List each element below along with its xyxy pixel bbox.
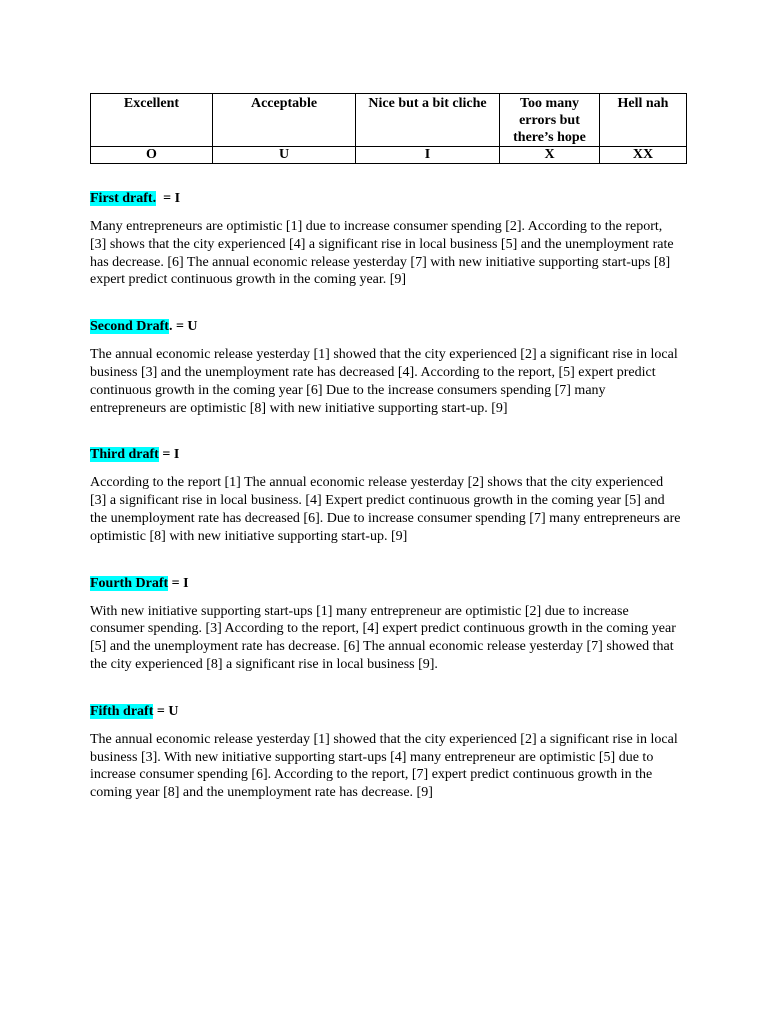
draft-grade: = I xyxy=(163,191,181,206)
draft-paragraph: With new initiative supporting start-ups [1] many entrepreneur are optimistic [2] due to increase consumer spending. [3] According to the report, [4] expert predict continuous growth in the coming year [5] and the unemployment rate has decrease. [6] The annual economic release yesterday [7] showed that the city experienced [8] a significant rise in local business [9]. xyxy=(90,603,676,672)
grading-rubric-table xyxy=(90,93,687,164)
rubric-header-cell: Nice but a bit cliche xyxy=(356,94,500,147)
rubric-code-cell: I xyxy=(356,147,500,164)
draft-heading xyxy=(90,575,687,593)
draft-grade: = I xyxy=(162,447,180,463)
draft-heading xyxy=(90,190,687,208)
draft-section-first xyxy=(90,190,687,289)
draft-title: Second Draft xyxy=(90,319,169,335)
draft-heading xyxy=(90,318,687,336)
draft-paragraph: The annual economic release yesterday [1] showed that the city experienced [2] a significant rise in local business [3] and the unemployment rate has decreased [4]. According to the report, [5] expert predict continuous growth in the coming year [6] Due to the increase consumers spending [7] many entrepreneurs are optimistic [8] with new initiative supporting start-up. [9] xyxy=(90,347,678,416)
draft-paragraph: According to the report [1] The annual economic release yesterday [2] shows that the city experienced [3] a significant rise in local business. [4] Expert predict continuous growth in the coming year [5] and the unemployment rate has decreased [6]. Due to increase consumer spending [7] many entrepreneurs are optimistic [8] with new initiative supporting start-up. [9] xyxy=(90,475,681,544)
draft-section-second xyxy=(90,318,687,417)
rubric-code-cell: O xyxy=(91,147,213,164)
rubric-header-cell: Excellent xyxy=(91,94,213,147)
rubric-header-cell: Hell nah xyxy=(600,94,687,147)
draft-grade: . = U xyxy=(168,319,198,335)
draft-title: First draft. xyxy=(90,191,157,206)
rubric-header-cell: Too many errors but there’s hope xyxy=(500,94,600,147)
draft-section-third xyxy=(90,446,687,545)
draft-section-fourth xyxy=(90,575,687,674)
draft-heading xyxy=(90,703,687,721)
draft-section-fifth xyxy=(90,703,687,802)
draft-paragraph: The annual economic release yesterday [1] showed that the city experienced [2] a significant rise in local business [3]. With new initiative supporting start-ups [4] many entrepreneur are optimistic [5] due to increase consumer spending [6]. According to the report, [7] expert predict continuous growth in the coming year [8] and the unemployment rate has decrease. [9] xyxy=(90,731,678,801)
draft-paragraph: Many entrepreneurs are optimistic [1] due to increase consumer spending [2]. According to the report, [3] shows that the city experienced [4] a significant rise in local business [5] and the unemployment rate has decrease. [6] The annual economic release yesterday [7] with new initiative supporting start-ups [8] expert predict continuous growth in the coming year. [9] xyxy=(90,219,674,288)
rubric-code-cell: U xyxy=(213,147,356,164)
draft-title: Fourth Draft xyxy=(90,575,169,591)
rubric-header-row xyxy=(91,94,687,147)
rubric-code-cell: XX xyxy=(600,147,687,164)
draft-title: Fifth draft xyxy=(90,703,154,719)
rubric-code-cell: X xyxy=(500,147,600,164)
rubric-code-row xyxy=(91,147,687,164)
draft-grade: = I xyxy=(171,575,189,591)
draft-grade: = U xyxy=(156,703,179,719)
draft-title: Third draft xyxy=(90,447,159,463)
rubric-header-cell: Acceptable xyxy=(213,94,356,147)
document-page xyxy=(90,93,687,802)
draft-heading xyxy=(90,446,687,464)
